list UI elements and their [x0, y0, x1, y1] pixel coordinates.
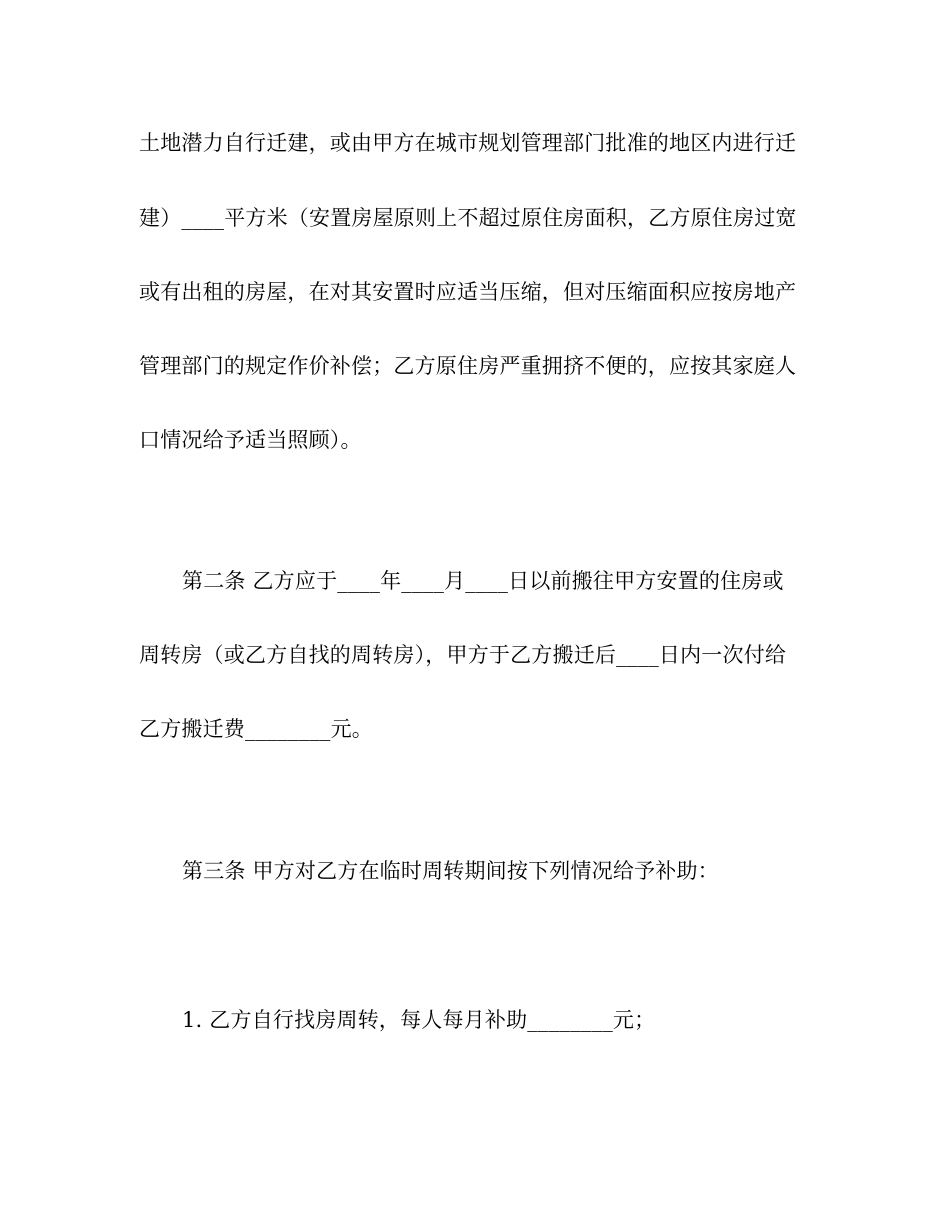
paragraph-line: 口情况给予适当照顾）。	[139, 428, 362, 452]
list-item: 1. 乙方自行找房周转，每人每月补助________元；	[182, 1008, 656, 1032]
article-2-line: 乙方搬迁费________元。	[139, 717, 373, 741]
paragraph-line: 建）____平方米（安置房屋原则上不超过原住房面积，乙方原住房过宽	[139, 206, 797, 230]
article-2-line: 第二条 乙方应于____年____月____日以前搬往甲方安置的住房或	[182, 569, 784, 593]
paragraph-line: 管理部门的规定作价补偿；乙方原住房严重拥挤不便的，应按其家庭人	[139, 354, 797, 378]
article-2-line: 周转房（或乙方自找的周转房），甲方于乙方搬迁后____日内一次付给	[139, 643, 787, 667]
article-3-line: 第三条 甲方对乙方在临时周转期间按下列情况给予补助：	[182, 859, 719, 883]
paragraph-line: 土地潜力自行迁建，或由甲方在城市规划管理部门批准的地区内进行迁	[139, 131, 797, 155]
paragraph-line: 或有出租的房屋，在对其安置时应适当压缩，但对压缩面积应按房地产	[139, 280, 797, 304]
